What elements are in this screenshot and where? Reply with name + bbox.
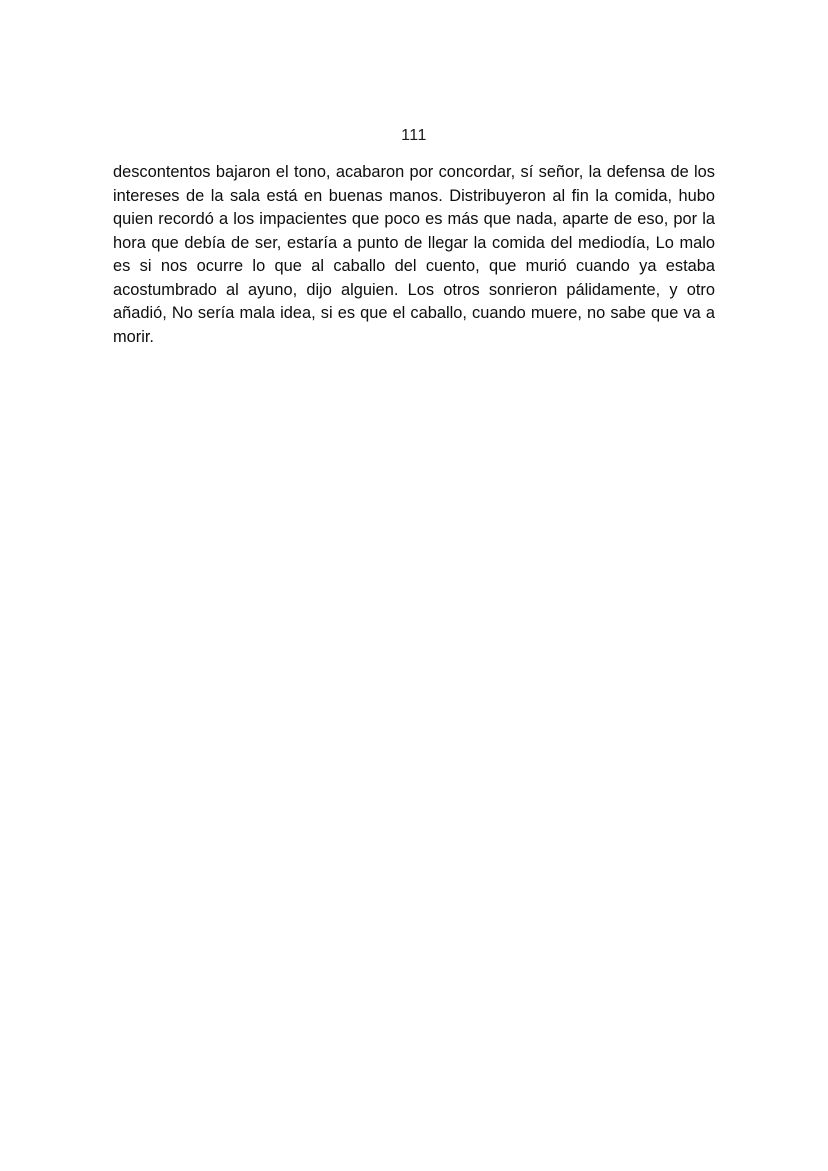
paragraph: descontentos bajaron el tono, acabaron por concordar, sí señor, la defensa de los intereses de la sala está en buenas manos. Distribuyeron al fin la comida, hubo quien recordó a los impacientes que poco es más que nada, aparte de eso, por la hora que debía de ser, estaría a punto de llegar la comida del mediodía, Lo malo es si nos ocurre lo que al caballo del cuento, que murió cuando ya estaba acostumbrado al ayuno, dijo alguien. Los otros sonrieron pálidamente, y otro añadió, No sería mala idea, si es que el caballo, cuando muere, no sabe que va a morir. <box>113 163 715 346</box>
page-number: 111 <box>401 127 427 144</box>
body-text-block <box>113 161 715 349</box>
